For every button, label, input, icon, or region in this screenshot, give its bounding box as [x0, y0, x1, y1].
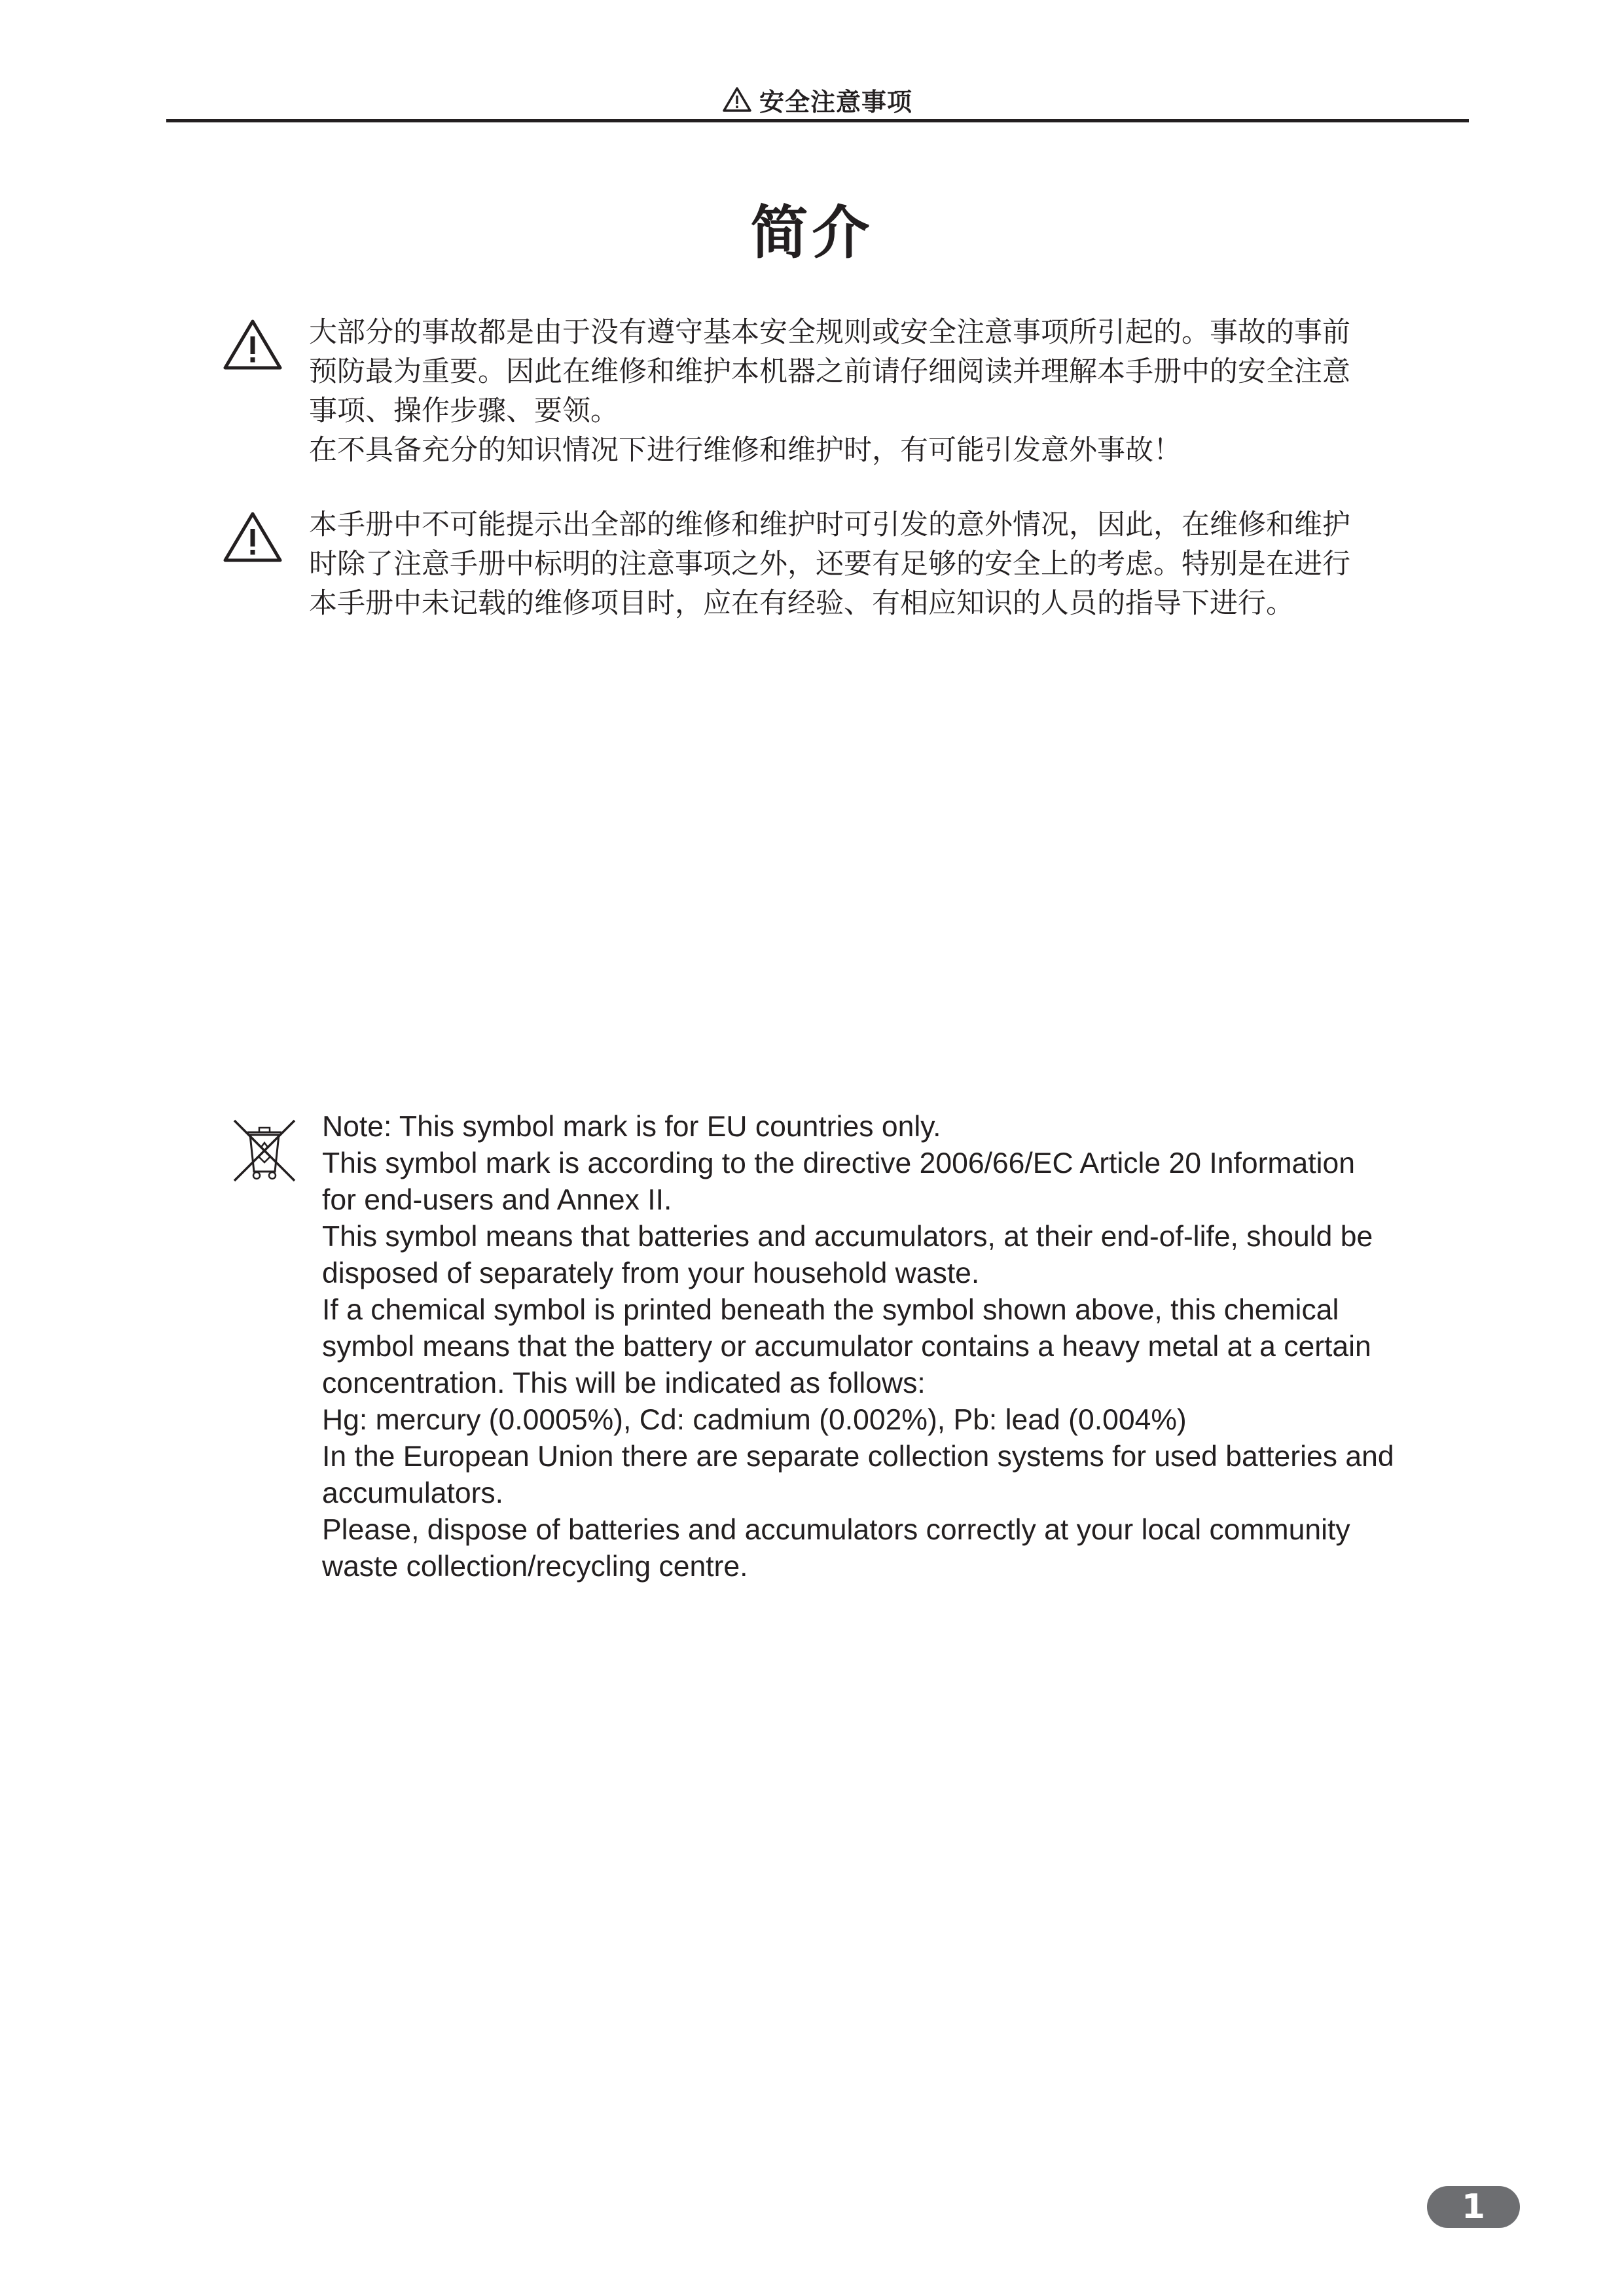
- page-title: 简介: [750, 199, 874, 266]
- warning-triangle-icon: [723, 86, 751, 113]
- warning-triangle-icon: [223, 511, 283, 563]
- crossed-out-bin-icon: [230, 1117, 298, 1185]
- eu-notice-line: Hg: mercury (0.0005%), Cd: cadmium (0.002%), Pb: lead (0.004%): [322, 1404, 1187, 1436]
- eu-notice-line: If a chemical symbol is printed beneath the symbol shown above, this chemical: [322, 1294, 1339, 1326]
- eu-battery-notice: [230, 1109, 1448, 1585]
- eu-notice-line: This symbol mark is according to the directive 2006/66/EC Article 20 Information: [322, 1147, 1355, 1179]
- eu-notice-line: for end-users and Annex II.: [322, 1184, 672, 1216]
- header-title: 安全注意事项: [759, 87, 912, 117]
- warning-line: 本手册中不可能提示出全部的维修和维护时可引发的意外情况，因此，在维修和维护: [309, 509, 1350, 541]
- eu-notice-line: accumulators.: [322, 1477, 503, 1509]
- eu-notice-line: waste collection/recycling centre.: [322, 1551, 748, 1583]
- warning-line: 事项、操作步骤、要领。: [309, 395, 619, 427]
- eu-notice-line: Note: This symbol mark is for EU countries only.: [322, 1111, 941, 1143]
- eu-notice-text: [322, 1109, 1448, 1585]
- page-number-badge: 1: [1427, 2186, 1520, 2228]
- warning-block-1: [223, 313, 1440, 470]
- eu-notice-line: concentration. This will be indicated as follows:: [322, 1367, 926, 1399]
- eu-notice-line: This symbol means that batteries and accumulators, at their end-of-life, should be: [322, 1221, 1373, 1253]
- warning-triangle-icon: [223, 318, 283, 370]
- warning-text: [309, 313, 1435, 470]
- warning-text: [309, 505, 1435, 623]
- eu-notice-line: Please, dispose of batteries and accumulators correctly at your local community: [322, 1514, 1350, 1546]
- warning-block-2: [223, 505, 1440, 623]
- warning-line: 本手册中未记载的维修项目时，应在有经验、有相应知识的人员的指导下进行。: [309, 587, 1294, 620]
- warning-line: 在不具备充分的知识情况下进行维修和维护时，有可能引发意外事故！: [309, 434, 1182, 467]
- warning-line: 预防最为重要。因此在维修和维护本机器之前请仔细阅读并理解本手册中的安全注意: [309, 355, 1350, 388]
- eu-notice-line: In the European Union there are separate collection systems for used batteries and: [322, 1441, 1394, 1473]
- eu-notice-line: symbol means that the battery or accumulator contains a heavy metal at a certain: [322, 1331, 1371, 1363]
- warning-line: 时除了注意手册中标明的注意事项之外，还要有足够的安全上的考虑。特别是在进行: [309, 548, 1350, 581]
- eu-notice-line: disposed of separately from your household waste.: [322, 1257, 980, 1289]
- warning-line: 大部分的事故都是由于没有遵守基本安全规则或安全注意事项所引起的。事故的事前: [309, 316, 1350, 349]
- page-header: [166, 80, 1469, 122]
